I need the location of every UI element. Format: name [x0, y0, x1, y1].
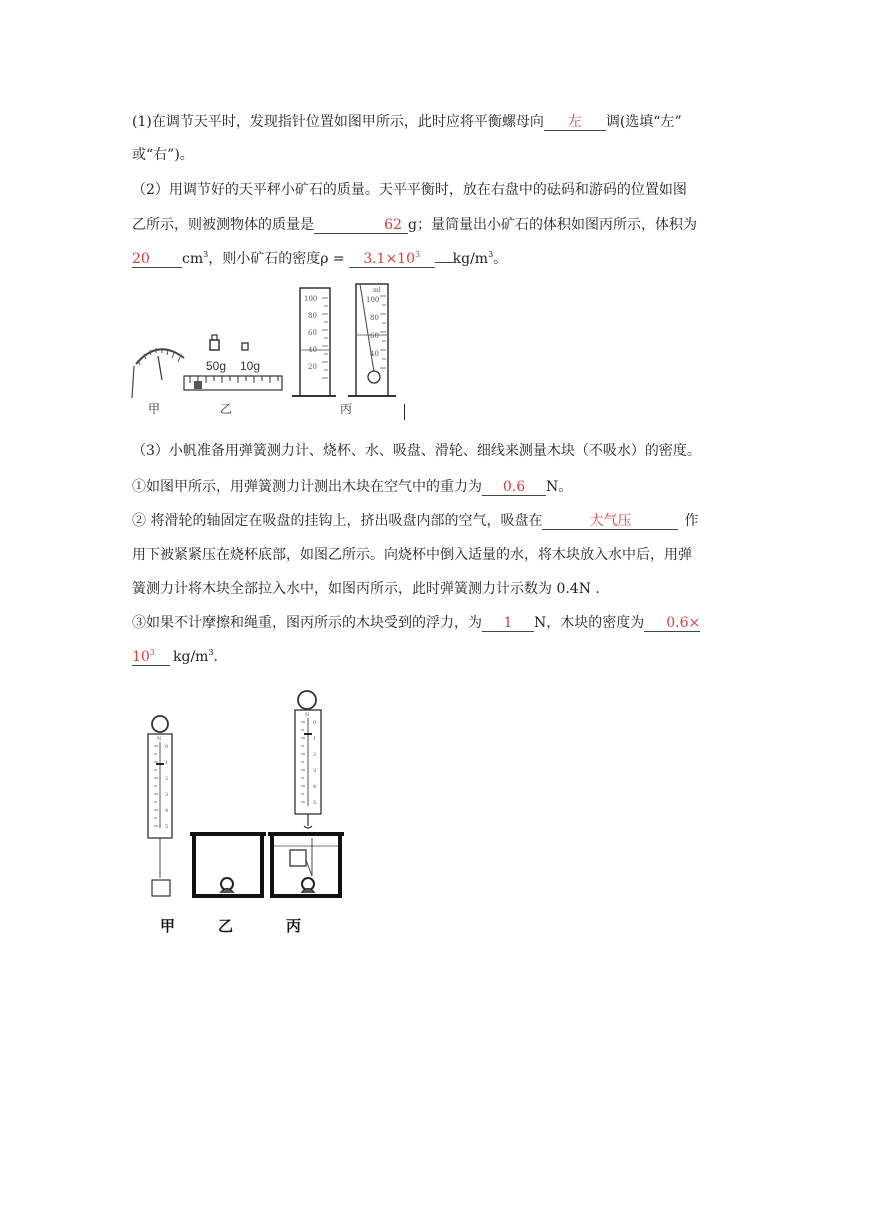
- svg-text:1: 1: [165, 760, 169, 766]
- figure-balance-cylinders: [128, 280, 408, 420]
- svg-text:3: 3: [165, 792, 169, 798]
- q1-answer: 左: [544, 114, 606, 131]
- spring-scale-jia: [148, 716, 172, 896]
- fig2-label-jia: 甲: [160, 917, 176, 935]
- svg-text:20: 20: [308, 363, 317, 371]
- svg-text:1: 1: [313, 736, 317, 742]
- svg-text:0: 0: [165, 744, 169, 750]
- q3-step2-line3: 簧测力计将木块全部拉入水中，如图丙所示，此时弹簧测力计示数为 0.4N .: [132, 581, 600, 597]
- svg-text:80: 80: [308, 312, 317, 320]
- balance-pointer-diagram: [132, 348, 184, 398]
- q3-step3-line1: ③如果不计摩擦和绳重，图丙所示的木块受到的浮力，为 1 N，木块的密度为 0.6×: [132, 615, 701, 631]
- q3-intro: （3）小帆准备用弹簧测力计、烧杯、水、吸盘、滑轮、细线来测量木块（不吸水）的密度。: [132, 443, 701, 459]
- q3-density-answer: 0.6×: [644, 615, 700, 632]
- svg-text:40: 40: [308, 346, 317, 354]
- svg-text:3: 3: [313, 768, 317, 774]
- spring-scale-bing: [295, 691, 321, 828]
- weights-ruler-diagram: [184, 335, 282, 390]
- q1-line2: 或“右”)。: [132, 147, 194, 163]
- beaker-yi: [190, 834, 266, 896]
- svg-text:5: 5: [313, 800, 317, 806]
- svg-text:2: 2: [313, 752, 317, 758]
- q2-mass-answer: 62: [314, 217, 408, 234]
- svg-text:100: 100: [366, 296, 380, 304]
- fig2-label-yi: 乙: [218, 917, 234, 935]
- q3-step2-line2: 用下被紧紧压在烧杯底部，如图乙所示。向烧杯中倒入适量的水，将木块放入水中后，用弹: [132, 547, 692, 563]
- svg-text:80: 80: [370, 314, 379, 322]
- fig2-label-bing: 丙: [286, 917, 302, 935]
- q2-volume-answer: 20: [132, 251, 182, 268]
- q2-line1: （2）用调节好的天平秤小矿石的质量。天平平衡时，放在右盘中的砝码和游码的位置如图: [132, 182, 687, 198]
- q3-step2-line1: ② 将滑轮的轴固定在吸盘的挂钩上，挤出吸盘内部的空气，吸盘在 大气压 作: [132, 513, 699, 529]
- q3-step3-line2: $10^3$ $kg/m^3$.: [132, 648, 218, 665]
- svg-text:60: 60: [308, 329, 317, 337]
- svg-text:0: 0: [313, 720, 317, 726]
- q1-line1: (1)在调节天平时，发现指针位置如图甲所示，此时应将平衡螺母向 左 调(选填“左”: [132, 114, 682, 130]
- svg-text:100: 100: [304, 295, 318, 303]
- svg-text:60: 60: [370, 332, 379, 340]
- q2-line3: 20 $cm^3$，则小矿石的密度$\rho = 3.1\times 10^3$ $kg/m^3$。: [132, 250, 508, 267]
- svg-text:N: N: [157, 736, 162, 742]
- svg-text:2: 2: [165, 776, 169, 782]
- svg-text:40: 40: [370, 350, 379, 358]
- svg-text:N: N: [305, 712, 310, 718]
- q3-density-answer-cont: $10^3$: [132, 649, 170, 666]
- figure-spring-scale-beakers: [140, 688, 350, 938]
- beaker-bing: [268, 834, 344, 896]
- q3-buoyancy-answer: 1: [482, 615, 534, 632]
- text-cursor: [404, 404, 405, 420]
- q2-line2: 乙所示，则被测物体的质量是 62 g；量筒量出小矿石的体积如图丙所示，体积为: [132, 217, 697, 233]
- weight-10g: 10g: [240, 359, 261, 373]
- measuring-cylinder-right: [348, 284, 396, 396]
- svg-text:4: 4: [165, 808, 169, 814]
- q3-air-pressure-answer: 大气压: [542, 513, 678, 530]
- q3-step1: ①如图甲所示，用弹簧测力计测出木块在空气中的重力为 0.6 N。: [132, 479, 573, 495]
- measuring-cylinder-left: [292, 288, 336, 396]
- svg-text:5: 5: [165, 824, 169, 830]
- svg-text:ml: ml: [373, 287, 381, 294]
- fig1-label-bing: 丙: [340, 402, 353, 416]
- fig1-label-jia: 甲: [148, 402, 161, 416]
- q3-weight-answer: 0.6: [482, 479, 546, 496]
- svg-text:4: 4: [313, 784, 317, 790]
- fig1-label-yi: 乙: [220, 402, 233, 416]
- weight-50g: 50g: [206, 359, 227, 373]
- q2-density-answer: $3.1\times 10^3$: [349, 251, 435, 268]
